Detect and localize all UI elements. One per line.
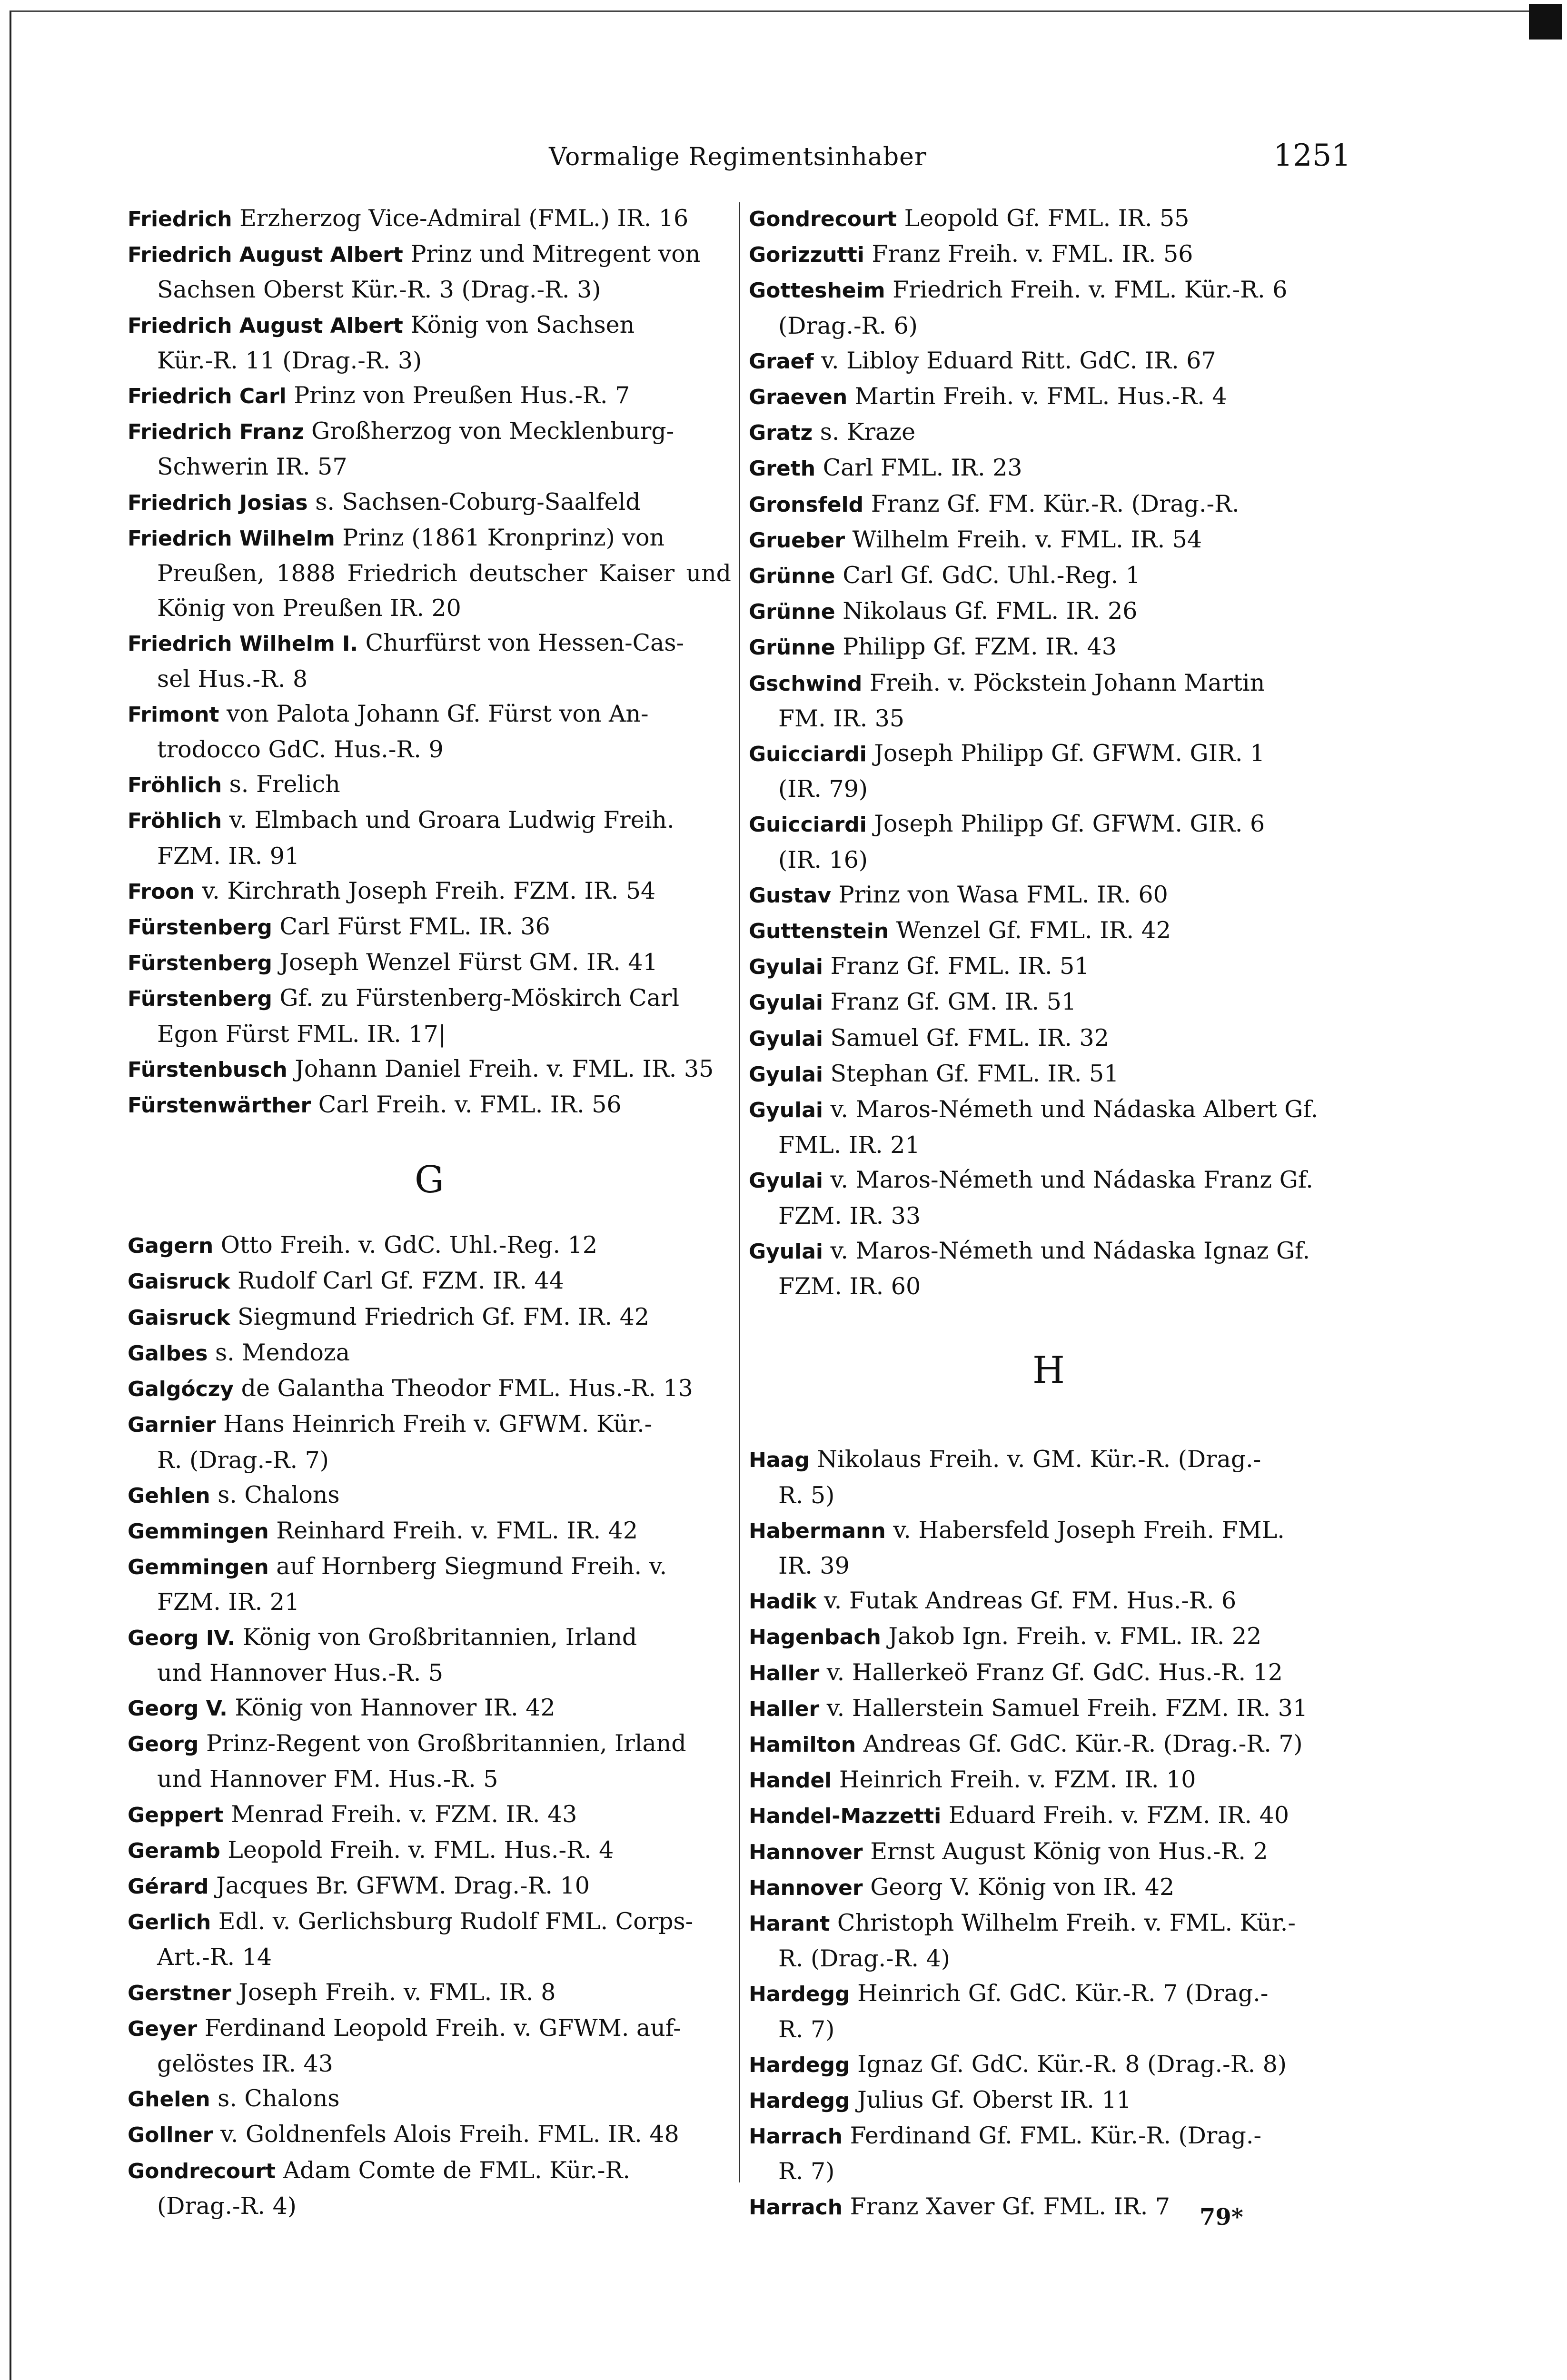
index-entry [128,873,731,909]
entry-name: Gschwind [749,671,863,696]
entry-name: Fröhlich [128,809,222,833]
entry-name: Georg IV. [128,1626,236,1650]
entry-text: Ignaz Gf. GdC. Kür.-R. 8 (Drag.-R. 8) [850,2050,1287,2078]
index-entry [128,767,731,803]
entry-name: Gyulai [749,955,823,980]
entry-text: s. Chalons [210,2085,340,2112]
entry-text: Ferdinand Gf. FML. Kür.-R. (Drag.- [843,2122,1262,2150]
entry-text: s. Frelich [222,771,340,798]
entry-continuation: R. (Drag.-R. 4) [778,1945,950,1973]
entry-text: s. Mendoza [208,1339,350,1366]
left-column [128,201,731,2223]
entry-text: v. Hallerstein Samuel Freih. FZM. IR. 31 [819,1694,1308,1722]
index-entry [128,803,731,873]
entry-text: Joseph Wenzel Fürst GM. IR. 41 [272,949,658,976]
entry-text: Carl Fürst FML. IR. 36 [272,913,550,941]
index-entry [749,1513,1349,1583]
index-entry [128,1690,731,1726]
entry-text: Philipp Gf. FZM. IR. 43 [835,633,1117,661]
index-entry [749,2118,1349,2189]
entry-name: Gyulai [749,991,823,1015]
entry-name: Haller [749,1696,820,1721]
entry-continuation: FZM. IR. 60 [778,1273,921,1300]
entry-name: Friedrich August Albert [128,313,403,338]
entries-h [749,1442,1349,2224]
entry-name: Froon [128,879,195,904]
entry-text: Rudolf Carl Gf. FZM. IR. 44 [230,1267,564,1295]
index-entry [128,1335,731,1371]
entry-continuation: FZM. IR. 91 [157,842,300,870]
entry-text: Reinhard Freih. v. FML. IR. 42 [268,1517,638,1544]
index-entry [749,450,1349,486]
index-entry [128,696,731,767]
entry-name: Fürstenberg [128,915,272,940]
index-entry [128,1726,731,1796]
entry-text: Friedrich Freih. v. FML. Kür.-R. 6 [885,276,1288,304]
entry-name: Hamilton [749,1732,856,1757]
index-entry [128,520,731,626]
entry-name: Gyulai [749,1239,823,1264]
letter-heading-h: H [1032,1349,1065,1392]
entry-text: Otto Freih. v. GdC. Uhl.-Reg. 12 [213,1231,598,1259]
index-entry [128,378,731,414]
entry-text: Ernst August König von Hus.-R. 2 [863,1837,1268,1865]
index-entry [128,1904,731,1974]
entry-name: Geyer [128,2016,198,2041]
entry-text: Großherzog von Mecklenburg- [304,417,674,445]
entry-name: Gehlen [128,1483,210,1508]
entry-name: Gyulai [749,1026,823,1051]
index-entry [749,1092,1349,1162]
index-entry [749,984,1349,1020]
index-entry [128,2081,731,2117]
index-entry [749,736,1349,806]
entry-text: v. Kirchrath Joseph Freih. FZM. IR. 54 [194,877,656,904]
index-entry [128,307,731,378]
index-entry [128,414,731,484]
entry-continuation: (IR. 79) [778,775,868,803]
entry-text: Leopold Freih. v. FML. Hus.-R. 4 [220,1836,614,1864]
entry-continuation: Sachsen Oberst Kür.-R. 3 (Drag.-R. 3) [157,276,601,304]
index-entry [749,379,1349,415]
index-entry [128,981,731,1051]
entry-name: Hardegg [749,1982,850,2007]
entry-text: Martin Freih. v. FML. Hus.-R. 4 [847,383,1227,410]
index-entry [749,1834,1349,1870]
entry-text: von Palota Johann Gf. Fürst von An- [219,700,649,727]
entry-name: Hadik [749,1589,817,1614]
entry-text: Prinz von Wasa FML. IR. 60 [831,881,1168,908]
index-entry [128,945,731,981]
index-entry [749,949,1349,984]
index-entry [749,1233,1349,1304]
index-entry [128,909,731,945]
entry-continuation: Preußen, 1888 Friedrich deutscher Kaiser und König von Preußen IR. 20 [157,560,731,622]
entry-name: Gondrecourt [749,207,897,231]
entry-text: v. Hallerkeö Franz Gf. GdC. Hus.-R. 12 [819,1658,1283,1686]
entry-continuation: FML. IR. 21 [778,1131,920,1159]
entry-continuation: und Hannover FM. Hus.-R. 5 [157,1765,498,1793]
index-entry [128,1299,731,1335]
entry-text: Leopold Gf. FML. IR. 55 [897,205,1190,232]
entry-name: Gronsfeld [749,492,864,517]
index-entry [749,237,1349,272]
entry-text: Prinz von Preußen Hus.-R. 7 [286,382,630,409]
entry-name: Gaisruck [128,1305,230,1330]
entry-text: Edl. v. Gerlichsburg Rudolf FML. Corps- [211,1908,694,1935]
index-entry [749,1021,1349,1056]
entry-name: Gollner [128,2123,213,2148]
entry-name: Harrach [749,2195,843,2220]
entry-name: Fürstenberg [128,951,272,976]
entry-text: Wenzel Gf. FML. IR. 42 [889,917,1171,944]
entry-continuation: R. 7) [778,2015,835,2043]
index-entry [749,1905,1349,1976]
letter-heading-g: G [414,1159,445,1202]
entry-name: Gustav [749,883,832,908]
entry-name: Ghelen [128,2087,210,2112]
entry-text: v. Libloy Eduard Ritt. GdC. IR. 67 [813,347,1216,374]
column-divider [739,202,740,2182]
entry-text: Adam Comte de FML. Kür.-R. [276,2156,630,2184]
index-entry [749,665,1349,736]
index-entry [749,1583,1349,1619]
entry-text: Freih. v. Pöckstein Johann Martin [862,669,1265,696]
entry-continuation: sel Hus.-R. 8 [157,665,308,693]
entry-name: Georg [128,1732,199,1757]
entry-name: Graef [749,349,814,374]
entry-name: Graeven [749,385,848,410]
index-entry [749,806,1349,877]
entry-name: Gaisruck [128,1269,230,1294]
index-entry [749,629,1349,665]
entry-name: Gerstner [128,1981,231,2005]
entry-text: Franz Xaver Gf. FML. IR. 7 [843,2192,1170,2220]
entry-text: Joseph Freih. v. FML. IR. 8 [231,1978,556,2006]
entry-text: Samuel Gf. FML. IR. 32 [823,1024,1109,1051]
entry-name: Guttenstein [749,919,889,944]
entry-text: Prinz-Regent von Großbritannien, Irland [198,1730,686,1757]
entry-name: Hardegg [749,2053,850,2077]
entry-name: Gorizzutti [749,243,864,268]
index-entry [749,1655,1349,1691]
entry-text: v. Maros-Németh und Nádaska Ignaz Gf. [823,1237,1310,1264]
entry-text: v. Maros-Németh und Nádaska Franz Gf. [823,1166,1313,1194]
right-column [749,201,1349,2225]
entry-text: Joseph Philipp Gf. GFWM. GIR. 1 [866,740,1265,767]
entry-text: v. Habersfeld Joseph Freih. FML. [885,1516,1285,1544]
index-entry [128,1228,731,1263]
entry-name: Georg V. [128,1696,228,1721]
entry-name: Hannover [749,1840,863,1864]
entry-text: Heinrich Freih. v. FZM. IR. 10 [832,1766,1196,1794]
entry-text: Johann Daniel Freih. v. FML. IR. 35 [287,1055,714,1082]
index-entry [128,1797,731,1833]
entry-name: Grünne [749,635,835,660]
index-entry [128,1087,731,1123]
index-entry [749,2189,1349,2225]
signature-mark: 79* [1200,2204,1243,2231]
entry-text: Franz Gf. FM. Kür.-R. (Drag.-R. [863,490,1240,517]
entry-text: Julius Gf. Oberst IR. 11 [850,2086,1131,2113]
entry-continuation: trodocco GdC. Hus.-R. 9 [157,736,444,764]
entry-text: Hans Heinrich Freih v. GFWM. Kür.- [216,1410,653,1438]
entry-name: Hardegg [749,2088,850,2113]
index-entry [749,2082,1349,2118]
entry-text: Franz Gf. FML. IR. 51 [823,952,1090,980]
index-entry [749,1976,1349,2046]
index-entry [128,2153,731,2223]
entry-name: Habermann [749,1518,886,1543]
index-entry [128,1833,731,1868]
entry-text: König von Sachsen [403,311,635,338]
entry-name: Gérard [128,1874,209,1899]
entry-text: s. Sachsen-Coburg-Saalfeld [307,488,641,516]
entry-name: Fürstenwärther [128,1093,311,1118]
entry-continuation: FM. IR. 35 [778,704,905,732]
entry-text: Siegmund Friedrich Gf. FM. IR. 42 [230,1303,650,1330]
entry-text: König von Großbritannien, Irland [235,1623,637,1651]
entry-text: Georg V. König von IR. 42 [863,1873,1175,1901]
entry-name: Grünne [749,564,835,589]
entry-continuation: FZM. IR. 21 [157,1588,300,1616]
entry-text: Prinz und Mitregent von [403,240,701,268]
entry-text: Andreas Gf. GdC. Kür.-R. (Drag.-R. 7) [856,1730,1303,1757]
entry-name: Friedrich Franz [128,420,304,445]
entry-name: Galbes [128,1341,208,1366]
entry-text: Carl Gf. GdC. Uhl.-Reg. 1 [835,562,1141,589]
entry-continuation: (IR. 16) [778,846,868,873]
index-entry [749,1056,1349,1092]
entry-text: Joseph Philipp Gf. GFWM. GIR. 6 [866,810,1265,838]
index-entry [128,1549,731,1619]
index-entry [128,237,731,307]
entry-name: Handel-Mazzetti [749,1804,942,1829]
entry-name: Handel [749,1768,832,1793]
entry-text: auf Hornberg Siegmund Freih. v. [268,1553,667,1580]
index-entry [749,201,1349,237]
page-header [129,138,1351,176]
entry-name: Guicciardi [749,742,867,767]
entry-name: Fürstenberg [128,987,272,1012]
entry-name: Garnier [128,1413,216,1438]
entry-text: Christoph Wilhelm Freih. v. FML. Kür.- [830,1909,1296,1936]
entry-text: s. Chalons [210,1481,340,1508]
entry-name: Gyulai [749,1098,823,1123]
index-entry [749,1762,1349,1798]
entry-name: Harant [749,1911,830,1936]
index-entry [749,522,1349,558]
entry-continuation: (Drag.-R. 6) [778,312,918,339]
entry-text: Carl Freih. v. FML. IR. 56 [311,1091,622,1119]
entry-text: Erzherzog Vice-Admiral (FML.) IR. 16 [232,205,689,232]
entry-name: Grünne [749,600,835,625]
entry-name: Hagenbach [749,1625,881,1650]
entry-continuation: und Hannover Hus.-R. 5 [157,1659,444,1686]
entry-text: v. Goldnenfels Alois Freih. FML. IR. 48 [213,2121,679,2148]
entry-text: Heinrich Gf. GdC. Kür.-R. 7 (Drag.- [850,1980,1269,2007]
page-number: 1251 [1273,138,1351,173]
index-entry [749,913,1349,949]
entries-f [128,201,731,1123]
index-entry [128,625,731,696]
entry-text: Ferdinand Leopold Freih. v. GFWM. auf- [197,2014,681,2042]
entry-continuation: IR. 39 [778,1552,850,1579]
index-entry [128,1263,731,1299]
entries-g-continued [749,201,1349,1304]
index-entry [128,1975,731,2011]
entry-name: Gerlich [128,1910,211,1935]
entry-text: Franz Freih. v. FML. IR. 56 [864,240,1193,268]
index-entry [749,1726,1349,1762]
entry-continuation: FZM. IR. 33 [778,1202,921,1230]
index-entry [749,272,1349,343]
entry-continuation: Schwerin IR. 57 [157,453,347,481]
index-entry [749,558,1349,594]
entry-text: Stephan Gf. FML. IR. 51 [823,1060,1119,1087]
entry-name: Friedrich [128,207,232,231]
entry-name: Hannover [749,1875,863,1900]
scan-corner-mark [1529,4,1562,40]
index-entry [128,201,731,237]
entry-name: Gemmingen [128,1555,269,1580]
entry-continuation: gelöstes IR. 43 [157,2050,333,2077]
index-entry [749,415,1349,450]
entry-text: v. Maros-Németh und Nádaska Albert Gf. [823,1096,1319,1123]
entry-name: Frimont [128,702,219,727]
entry-text: Wilhelm Freih. v. FML. IR. 54 [845,526,1202,553]
index-entry [749,1691,1349,1726]
index-entry [128,2117,731,2152]
index-entry [128,1868,731,1904]
entry-name: Gemmingen [128,1519,269,1544]
entry-continuation: (Drag.-R. 4) [157,2192,297,2220]
entry-name: Greth [749,456,816,481]
entry-text: Nikolaus Gf. FML. IR. 26 [835,597,1138,625]
index-entry [749,2047,1349,2082]
index-entry [749,1619,1349,1655]
entry-text: Carl FML. IR. 23 [815,454,1022,482]
index-entry [749,594,1349,629]
entry-text: v. Elmbach und Groara Ludwig Freih. [222,806,674,834]
entry-continuation: Art.-R. 14 [157,1944,272,1971]
entry-name: Gyulai [749,1169,823,1193]
index-entry [749,1442,1349,1512]
entry-name: Fürstenbusch [128,1057,288,1082]
index-entry [749,1870,1349,1905]
entry-text: Franz Gf. GM. IR. 51 [823,988,1077,1016]
entry-name: Fröhlich [128,773,222,798]
index-entry [749,1798,1349,1834]
index-entry [749,343,1349,379]
entry-name: Friedrich Carl [128,384,287,409]
entry-name: Haag [749,1448,810,1473]
entry-name: Gyulai [749,1062,823,1087]
entry-continuation: Kür.-R. 11 (Drag.-R. 3) [157,347,422,374]
entry-name: Friedrich Wilhelm [128,526,335,551]
entry-continuation: Egon Fürst FML. IR. 17| [157,1020,446,1048]
entry-text: Jacques Br. GFWM. Drag.-R. 10 [208,1872,590,1899]
index-entry [749,1162,1349,1233]
entry-name: Friedrich Wilhelm I. [128,632,358,656]
index-entry [128,1513,731,1549]
entry-text: Churfürst von Hessen-Cas- [358,629,684,657]
entry-text: Menrad Freih. v. FZM. IR. 43 [223,1800,577,1828]
entry-text: Eduard Freih. v. FZM. IR. 40 [941,1802,1289,1829]
entry-name: Guicciardi [749,813,867,837]
entry-text: v. Futak Andreas Gf. FM. Hus.-R. 6 [816,1587,1237,1615]
entry-text: de Galantha Theodor FML. Hus.-R. 13 [234,1375,693,1402]
entry-continuation: R. (Drag.-R. 7) [157,1446,329,1474]
index-entry [128,1407,731,1477]
entry-name: Friedrich Josias [128,490,308,515]
entry-name: Geppert [128,1803,224,1827]
entry-text: s. Kraze [813,418,916,446]
index-entry [128,1051,731,1087]
entry-text: König von Hannover IR. 42 [227,1694,555,1721]
index-entry [128,2011,731,2081]
entry-text: Nikolaus Freih. v. GM. Kür.-R. (Drag.- [809,1446,1261,1473]
entry-text: Gf. zu Fürstenberg-Möskirch Carl [272,984,680,1012]
running-head: Vormalige Regimentsinhaber [549,143,927,171]
index-entry [749,486,1349,522]
entry-continuation: R. 5) [778,1481,835,1509]
entry-name: Geramb [128,1838,220,1863]
entry-name: Harrach [749,2124,843,2149]
index-entry [749,877,1349,913]
index-entry [128,1478,731,1513]
entry-name: Galgóczy [128,1377,234,1402]
entry-name: Gagern [128,1234,214,1259]
entry-name: Grueber [749,528,845,553]
entry-name: Gratz [749,421,813,446]
index-entry [128,1371,731,1407]
entry-name: Gondrecourt [128,2159,276,2183]
entries-g [128,1228,731,2223]
entry-continuation: R. 7) [778,2158,835,2185]
index-entry [128,1620,731,1690]
entry-name: Haller [749,1661,820,1686]
entry-name: Friedrich August Albert [128,243,403,268]
entry-text: Prinz (1861 Kronprinz) von [335,524,665,551]
entry-text: Jakob Ign. Freih. v. FML. IR. 22 [881,1623,1262,1650]
index-entry [128,485,731,520]
entry-name: Gottesheim [749,278,885,303]
